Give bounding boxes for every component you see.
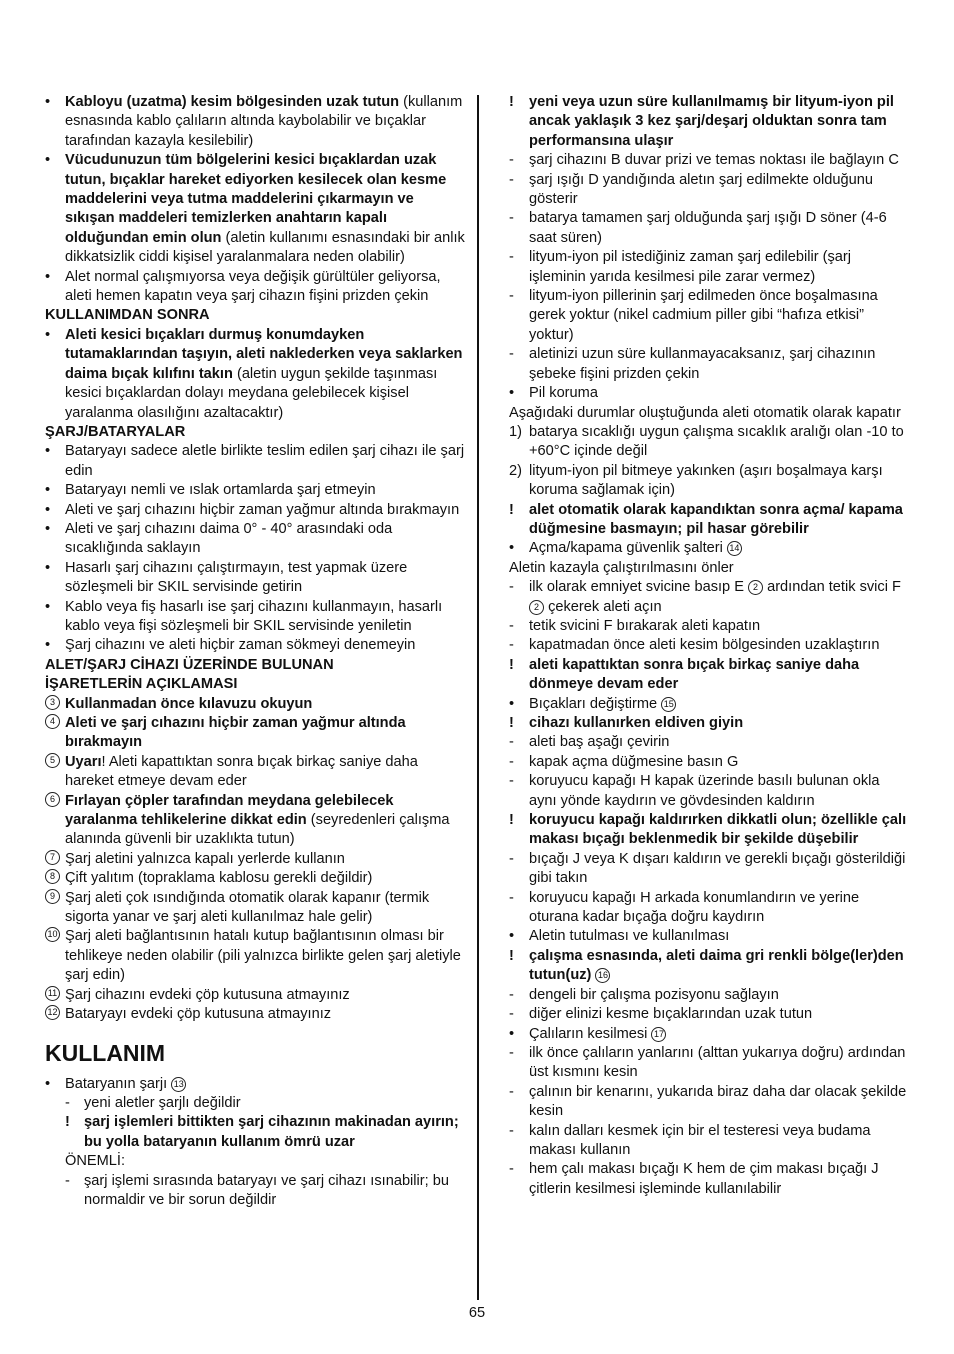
numbered-item <box>509 462 911 501</box>
list-item <box>45 501 465 520</box>
dash: - <box>509 171 514 188</box>
circled-number: 10 <box>45 927 60 942</box>
warning-item <box>509 947 911 986</box>
dash: - <box>509 617 514 634</box>
column-divider <box>477 95 479 1300</box>
body-text: Aşağıdaki durumlar oluştuğunda aleti otomatik olarak kapatır <box>509 404 901 421</box>
bold-text: aleti kapattıktan sonra bıçak birkaç saniye daha dönmeye devam eder <box>529 656 860 693</box>
circled-number: 9 <box>45 889 60 904</box>
symbol-item <box>45 889 465 928</box>
right-column <box>509 93 911 1199</box>
list-item <box>45 636 465 655</box>
list-item <box>45 1075 465 1094</box>
circled-number: 12 <box>45 1005 60 1020</box>
dash: - <box>509 734 514 751</box>
symbol-item <box>45 850 465 869</box>
item-number: 1) <box>509 423 522 440</box>
exclamation: ! <box>65 1114 70 1131</box>
body-text: Aletin kazayla çalıştırılmasını önler <box>509 559 734 576</box>
bold-text: şarj işlemleri bittikten şarj cihazının makinadan ayırın; bu yolla bataryanın kullanım ömrü uzar <box>84 1114 459 1150</box>
list-item <box>45 93 465 151</box>
bullet: • <box>45 152 51 169</box>
body-text: şarj işlemi sırasında bataryayı ve şarj cihazı ısınabilir; bu normaldir ve bir sorun değildir <box>84 1172 449 1208</box>
bullet: • <box>45 1075 51 1092</box>
body-text: Kablo veya fiş hasarlı ise şarj cihazını kullanmayın, hasarlı kablo veya fişi sözleşmeli bir SKIL servisinde yeniletin <box>65 598 443 634</box>
warning-item <box>509 811 911 850</box>
list-item <box>509 539 911 558</box>
bullet: • <box>45 94 51 110</box>
bullet: • <box>509 1025 515 1042</box>
section-heading: KULLANIMDAN SONRA <box>45 307 210 324</box>
body-text: diğer elinizi kesme bıçaklarından uzak tutun <box>529 1006 813 1023</box>
bullet: • <box>509 695 515 712</box>
body-text: ardından tetik svici F <box>767 579 901 596</box>
body-text: Bataryayı sadece aletle birlikte teslim edilen şarj cihazı ile şarj edin <box>65 443 465 479</box>
body-text: (seyredenleri çalışma alanında güvenli bir uzaklıkta tutun) <box>65 812 450 848</box>
item-number: 2) <box>509 462 522 479</box>
circled-number: 2 <box>529 600 544 615</box>
bullet: • <box>45 501 51 518</box>
circled-number: 3 <box>45 695 60 710</box>
list-item <box>509 1025 911 1044</box>
body-text: Hasarlı şarj cihazını çalıştırmayın, test yapmak üzere sözleşmeli bir SKIL servisinde getirin <box>65 559 408 596</box>
dash: - <box>509 850 514 867</box>
bold-text: Uyarı <box>65 753 102 770</box>
circled-number: 4 <box>45 714 60 729</box>
symbol-item <box>45 927 465 985</box>
body-text: Açma/kapama güvenlik şalteri <box>529 540 723 557</box>
circled-number: 8 <box>45 869 60 884</box>
body-text: Aleti ve şarj cıhazını daima 0° - 40° arasındaki oda sıcaklığında saklayın <box>65 520 393 557</box>
dash: - <box>509 1083 514 1100</box>
body-text: batarya tamamen şarj olduğunda şarj ışığı D söner (4-6 saat süren) <box>529 210 887 246</box>
body-text: lityum-iyon pil istediğiniz zaman şarj edilebilir (şarj işleminin yarıda kesilmesi pile zarar vermez) <box>529 249 851 285</box>
sub-item <box>509 1005 911 1024</box>
body-text: (aletin kullanımı esnasındaki bir anlık dikkatsizlik ciddi kişisel yaralanmalara neden olabilir) <box>65 229 465 266</box>
bold-text: Vücudunuzun tüm bölgelerini kesici bıçaklardan uzak tutun, bıçaklar hareket ediyorken kesilecek olan kesme maddelerini veya tutma maddelerini çıkarmayın ve sıkışan maddeleri temizlerken anahtarın kapalı olduğundan emin olun <box>65 152 447 246</box>
body-text: Bataryayı nemli ve ıslak ortamlarda şarj etmeyin <box>65 482 376 499</box>
symbol-item <box>45 986 465 1005</box>
page-number: 65 <box>468 1305 486 1321</box>
warning-item <box>509 656 911 695</box>
body-text: ilk önce çalıların yanlarını (alttan yukarıya doğru) ardından üst kısmını kesin <box>529 1044 906 1081</box>
numbered-item <box>509 423 911 462</box>
body-text: aleti baş aşağı çevirin <box>529 734 670 751</box>
body-text: Şarj cihazını ve aleti hiçbir zaman sökmeyi denemeyin <box>65 637 416 654</box>
list-item <box>45 598 465 637</box>
exclamation: ! <box>509 947 514 964</box>
sub-item <box>509 850 911 889</box>
sub-item <box>509 345 911 384</box>
symbol-item <box>45 695 465 714</box>
bold-text: cihazı kullanırken eldiven giyin <box>529 715 744 731</box>
dash: - <box>509 210 514 227</box>
body-text: şarj cihazını B duvar prizi ve temas noktası ile bağlayın C <box>529 152 899 169</box>
circled-number: 15 <box>661 697 676 712</box>
dash: - <box>509 1161 514 1178</box>
dash: - <box>509 288 514 305</box>
dash: - <box>65 1172 70 1189</box>
section-heading: ŞARJ/BATARYALAR <box>45 423 186 440</box>
bold-text: çalışma esnasında, aleti daima gri renkli bölge(ler)den tutun(uz) <box>529 947 904 984</box>
body-text: Şarj aleti bağlantısının hatalı kutup bağlantısının olması bir tehlikeye neden olabilir (pili yalnızca birlikte gelen şarj aletiyle şarj edin) <box>65 928 461 984</box>
dash: - <box>509 773 514 790</box>
list-item <box>509 927 911 946</box>
dash: - <box>509 1122 514 1139</box>
sub-item <box>509 578 911 617</box>
list-item <box>45 559 465 598</box>
warning-item <box>509 714 911 733</box>
exclamation: ! <box>509 656 514 673</box>
bold-text: yeni veya uzun süre kullanılmamış bir lityum-iyon pil ancak yaklaşık 3 kez şarj/deşarj olduktan sonra tam performansına ulaşır <box>529 94 894 149</box>
exclamation: ! <box>509 715 514 731</box>
warning-item <box>45 1113 465 1152</box>
body-text: Bataryanın şarjı <box>65 1075 168 1092</box>
body-text: lityum-iyon pillerinin şarj edilmeden önce boşalmasına gerek yoktur (nikel cadmium piller gibi “hafıza etkisi” yoktur) <box>529 288 878 343</box>
symbol-item <box>45 753 465 792</box>
sub-item <box>509 248 911 287</box>
sub-item <box>509 753 911 772</box>
section-title: KULLANIM <box>45 1039 166 1066</box>
body-text: tetik svicini F bırakarak aleti kapatın <box>529 617 761 634</box>
dash: - <box>509 637 514 654</box>
list-item <box>45 442 465 481</box>
sub-item <box>509 1044 911 1083</box>
label-text: ÖNEMLİ: <box>65 1153 126 1170</box>
body-text: Alet normal çalışmıyorsa veya değişik gürültüler geliyorsa, aleti hemen kapatın veya şarj cihazın fişini prizden çekin <box>65 268 441 305</box>
body-text: (kullanım esnasında kablo çalıların altında kaybolabilir ve bıçaklar tarafından kazayla kesilebilir) <box>65 94 463 149</box>
sub-item <box>509 986 911 1005</box>
symbol-item <box>45 714 465 753</box>
sub-item <box>509 287 911 345</box>
body-text: kapak açma düğmesine basın G <box>529 753 739 770</box>
body-text: Şarj aleti çok ısındığında otomatik olarak kapanır (termik sigorta yanar ve şarj aleti kullanılmaz hale gelir) <box>65 889 430 926</box>
symbol-item <box>45 792 465 850</box>
bullet: • <box>45 326 51 343</box>
sub-item <box>509 1122 911 1161</box>
bold-text: Aleti kesici bıçakları durmuş konumdayken tutamaklarından taşıyın, aleti naklederken veya saklarken daima bıçak kılıfını takın <box>65 326 463 382</box>
body-text: bıçağı J veya K dışarı kaldırın ve gerekli bıçağı gösterildiği gibi takın <box>529 850 906 887</box>
bullet: • <box>509 385 515 402</box>
circled-number: 11 <box>45 986 60 1001</box>
dash: - <box>509 889 514 906</box>
exclamation: ! <box>509 94 514 110</box>
body-text: (aletin uygun şekilde taşınması kesici bıçaklardan dolayı meydana gelebilecek kişisel yaralanma olasılığını azaltacaktır) <box>65 365 438 421</box>
sub-item <box>509 209 911 248</box>
bold-text: koruyucu kapağı kaldırırken dikkatli olun; özellikle çalı makası bıçağı beklenmedik bir şekilde düşebilir <box>529 812 907 848</box>
body-text: çalının bir kenarını, yukarıda biraz daha dar olacak şekilde kesin <box>529 1083 907 1120</box>
circled-number: 14 <box>727 541 742 556</box>
dash: - <box>509 1006 514 1023</box>
circled-number: 5 <box>45 753 60 768</box>
body-text: kapatmadan önce aleti kesim bölgesinden uzaklaştırın <box>529 637 880 654</box>
bold-text: Kabloyu (uzatma) kesim bölgesinden uzak tutun <box>65 94 400 110</box>
circled-number: 2 <box>748 580 763 595</box>
list-item <box>45 326 465 423</box>
list-item <box>45 151 465 267</box>
sub-item <box>509 1083 911 1122</box>
sub-item <box>509 889 911 928</box>
body-text: Pil koruma <box>529 385 598 402</box>
bullet: • <box>45 268 51 285</box>
body-text: ilk olarak emniyet svicine basıp E <box>529 579 744 596</box>
bullet: • <box>45 637 51 654</box>
body-text: hem çalı makası bıçağı K hem de çim makası bıçağı J çitlerin kesilmesi işleminde kullanılabilir <box>529 1161 879 1197</box>
body-text: çekerek aleti açın <box>548 598 662 615</box>
sub-item <box>509 636 911 655</box>
dash: - <box>509 346 514 363</box>
bullet: • <box>45 520 51 537</box>
dash: - <box>509 986 514 1003</box>
section-heading: ALET/ŞARJ CİHAZI ÜZERİNDE BULUNAN <box>45 656 334 673</box>
sub-item <box>45 1094 465 1113</box>
section-heading: İŞARETLERİN AÇIKLAMASI <box>45 676 238 693</box>
exclamation: ! <box>509 812 514 829</box>
body-text: ! Aleti kapattıktan sonra bıçak birkaç saniye daha hareket etmeye devam eder <box>65 753 418 790</box>
bullet: • <box>45 559 51 576</box>
dash: - <box>509 249 514 266</box>
circled-number: 16 <box>595 968 610 983</box>
dash: - <box>509 152 514 169</box>
circled-number: 13 <box>171 1077 186 1092</box>
body-text: Bıçakları değiştirme <box>529 695 658 712</box>
body-text: Çift yalıtım (topraklama kablosu gerekli değildir) <box>65 870 373 887</box>
sub-item <box>509 617 911 636</box>
symbol-item <box>45 1005 465 1024</box>
sub-item <box>509 151 911 170</box>
body-text: batarya sıcaklığı uygun çalışma sıcaklık aralığı olan -10 to +60°C içinde değil <box>529 423 904 460</box>
sub-item <box>45 1172 465 1211</box>
bullet: • <box>45 598 51 615</box>
body-text: şarj ışığı D yandığında aletın şarj edilmekte olduğunu gösterir <box>529 171 873 208</box>
body-text: Aleti ve şarj cıhazını hiçbir zaman yağmur altında bırakmayın <box>65 501 460 518</box>
sub-item <box>509 772 911 811</box>
bold-text: Aleti ve şarj cıhazını hiçbir zaman yağmur altında bırakmayın <box>65 715 406 751</box>
body-text: aletinizi uzun süre kullanmayacaksanız, şarj cihazının şebeke fişini prizden çekin <box>529 346 876 382</box>
sub-item <box>509 733 911 752</box>
body-text: koruyucu kapağı H arkada konumlandırın ve yerine oturana kadar bıçağa doğru kaydırın <box>529 889 860 926</box>
body-text: koruyucu kapağı H kapak üzerinde basılı bulunan okla aynı yönde kaydırın ve gövdesinden kaldırın <box>529 773 880 809</box>
bullet: • <box>45 482 51 499</box>
sub-item <box>509 1160 911 1199</box>
sub-item <box>509 171 911 210</box>
list-item <box>45 481 465 500</box>
body-text: Şarj cihazını evdeki çöp kutusuna atmayınız <box>65 986 350 1003</box>
list-item <box>509 384 911 403</box>
dash: - <box>509 579 514 596</box>
list-item <box>509 695 911 714</box>
body-text: dengeli bir çalışma pozisyonu sağlayın <box>529 986 779 1003</box>
list-item <box>45 520 465 559</box>
body-text: Bataryayı evdeki çöp kutusuna atmayınız <box>65 1006 332 1023</box>
body-text: kalın dalları kesmek için bir el testeresi veya budama makası kullanın <box>529 1122 871 1158</box>
exclamation: ! <box>509 501 514 518</box>
dash: - <box>509 753 514 770</box>
body-text: Şarj aletini yalnızca kapalı yerlerde kullanın <box>65 850 345 867</box>
bullet: • <box>509 540 515 557</box>
warning-item <box>509 93 911 151</box>
bold-text: Fırlayan çöpler tarafından meydana gelebilecek yaralanma tehlikelerine dikkat edin <box>65 792 394 829</box>
dash: - <box>65 1094 70 1111</box>
left-column <box>45 93 465 1210</box>
bullet: • <box>45 443 51 460</box>
body-text: yeni aletler şarjlı değildir <box>84 1094 241 1111</box>
bullet: • <box>509 928 515 945</box>
symbol-item <box>45 869 465 888</box>
body-text: lityum-iyon pil bitmeye yakınken (aşırı boşalmaya karşı koruma sağlamak için) <box>529 462 883 499</box>
warning-item <box>509 501 911 540</box>
bold-text: alet otomatik olarak kapandıktan sonra açma/ kapama düğmesine basmayın; pil hasar görebilir <box>529 501 903 537</box>
circled-number: 17 <box>651 1027 666 1042</box>
bold-text: Kullanmadan önce kılavuzu okuyun <box>65 695 313 712</box>
list-item <box>45 268 465 307</box>
circled-number: 6 <box>45 792 60 807</box>
circled-number: 7 <box>45 850 60 865</box>
body-text: Aletin tutulması ve kullanılması <box>529 928 730 945</box>
body-text: Çalıların kesilmesi <box>529 1025 648 1042</box>
dash: - <box>509 1044 514 1061</box>
